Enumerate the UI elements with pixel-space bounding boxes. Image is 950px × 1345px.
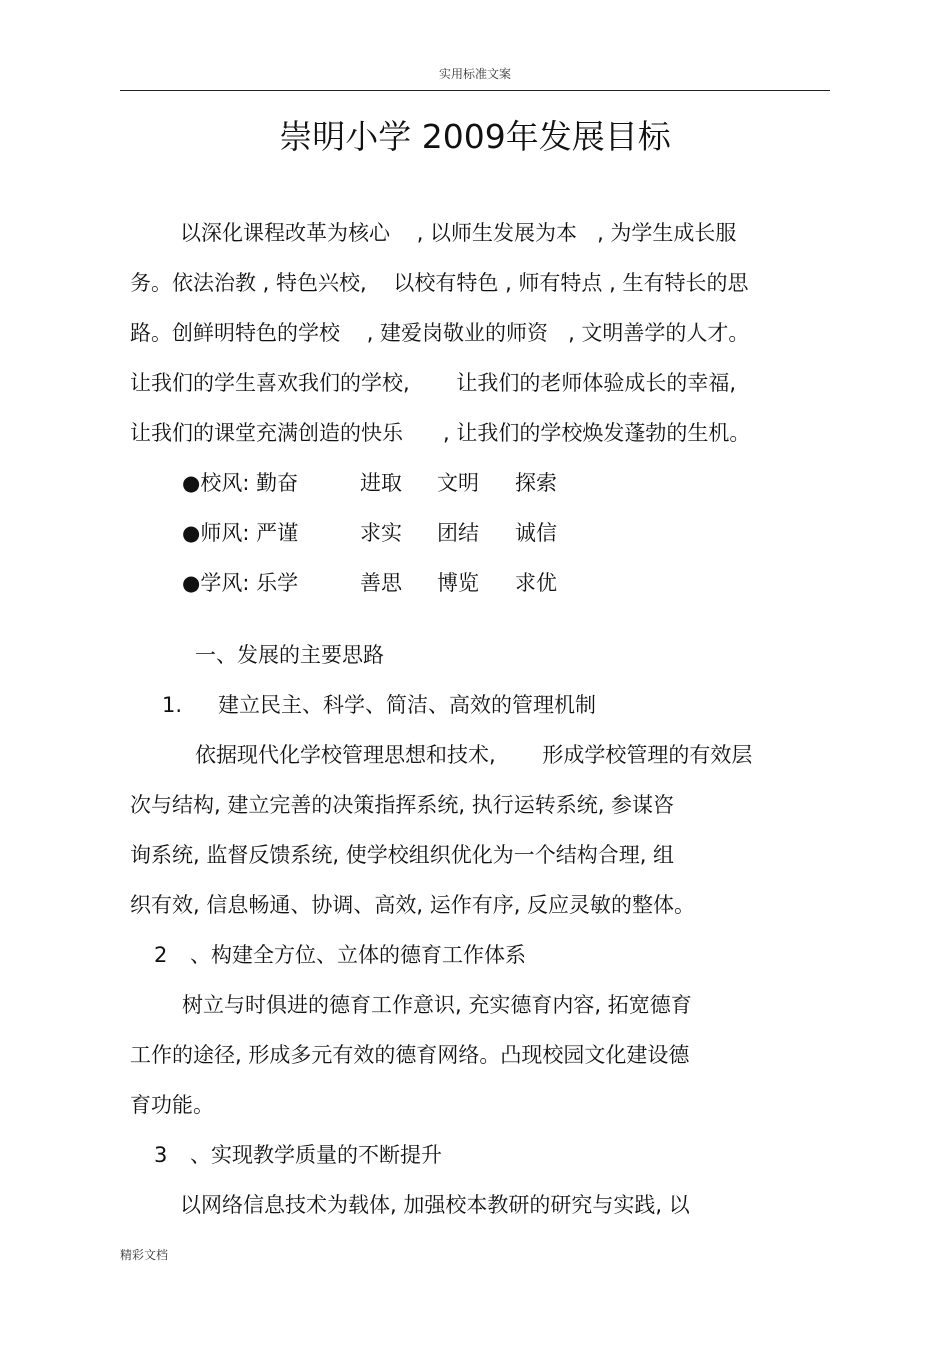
page-header-text: 实用标准文案 [438,67,511,81]
motto-item: 博览 [437,571,479,595]
intro-line: 路。创鲜明特色的学校 , 建爱岗敬业的师资 , 文明善学的人才。 [130,321,750,345]
intro-line: 以深化课程改革为核心 , 以师生发展为本 , 为学生成长服 [180,221,737,245]
motto-label: ●学风: 乐学 [182,571,299,595]
motto-item: 进取 [360,471,402,495]
page-footer-text: 精彩文档 [120,1248,169,1262]
item-number: 2 [154,943,168,967]
item-title: 、实现教学质量的不断提升 [190,1143,442,1167]
intro-line: 让我们的学生喜欢我们的学校, 让我们的老师体验成长的幸福, [130,371,737,395]
document-title: 崇明小学 2009年发展目标 [279,117,671,156]
item-body-line: 以网络信息技术为载体, 加强校本教研的研究与实践, 以 [180,1193,690,1217]
item-body-line: 工作的途径, 形成多元有效的德育网络。凸现校园文化建设德 [130,1043,690,1067]
motto-item: 求实 [360,521,402,545]
item-body-line: 织有效, 信息畅通、协调、高效, 运作有序, 反应灵敏的整体。 [130,893,696,917]
motto-item: 善思 [360,571,402,595]
item-body-line: 询系统, 监督反馈系统, 使学校组织优化为一个结构合理, 组 [130,843,675,867]
motto-label: ●师风: 严谨 [182,521,299,545]
motto-item: 文明 [437,471,479,495]
motto-label: ●校风: 勤奋 [182,471,299,495]
intro-line: 务。依法治教 , 特色兴校, 以校有特色 , 师有特点 , 生有特长的思 [130,271,749,295]
item-number: 3 [154,1143,168,1167]
header-divider [120,90,830,91]
item-number: 1. [162,693,183,717]
motto-item: 诚信 [515,521,557,545]
item-body-line: 次与结构, 建立完善的决策指挥系统, 执行运转系统, 参谋咨 [130,793,675,817]
item-body-line: 依据现代化学校管理思想和技术, 形成学校管理的有效层 [195,743,753,767]
item-title: 建立民主、科学、简洁、高效的管理机制 [218,693,596,717]
item-body-line: 树立与时俱进的德育工作意识, 充实德育内容, 拓宽德育 [182,993,692,1017]
intro-line: 让我们的课堂充满创造的快乐 , 让我们的学校焕发蓬勃的生机。 [130,421,751,445]
motto-item: 求优 [515,571,557,595]
section-heading: 一、发展的主要思路 [195,643,384,667]
motto-item: 探索 [515,471,557,495]
motto-item: 团结 [437,521,479,545]
item-title: 、构建全方位、立体的德育工作体系 [190,943,526,967]
item-body-line: 育功能。 [130,1093,214,1117]
